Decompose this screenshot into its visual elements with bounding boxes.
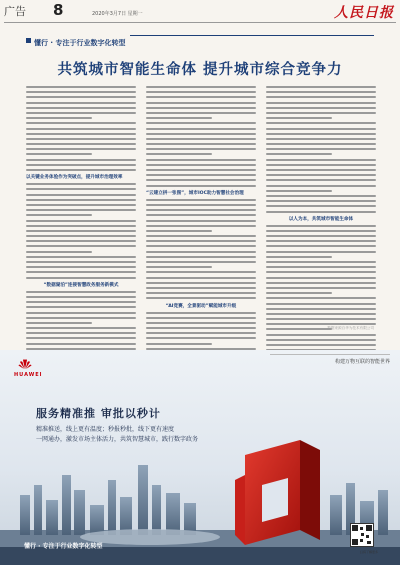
text-line [146, 133, 256, 135]
text-line [146, 240, 256, 242]
text-line [26, 138, 136, 140]
text-line [266, 292, 332, 294]
qr-code-icon [350, 523, 374, 547]
text-line [266, 107, 376, 109]
text-line [266, 96, 376, 98]
text-line [26, 230, 136, 232]
text-line [26, 251, 92, 253]
ad-copy-line-1: 精准推送，线上更有温度；秒报秒批，线下更有速度 [36, 426, 175, 433]
text-line [26, 128, 136, 130]
text-line [266, 102, 376, 104]
text-line [266, 297, 376, 299]
text-line [26, 209, 136, 211]
text-line [146, 107, 256, 109]
text-line [146, 122, 256, 124]
text-line [26, 332, 136, 334]
tag-marker-icon [26, 38, 31, 43]
article-body [26, 86, 376, 326]
subheading: 以人为本，共筑城市智能生命体 [288, 216, 354, 222]
ad-bottom-tagline: 懂行 · 专注于行业数字化转型 [24, 543, 103, 550]
text-line [146, 343, 212, 345]
text-line [266, 334, 376, 336]
text-line [266, 122, 376, 124]
text-line [26, 122, 136, 124]
huawei-logo-icon [18, 358, 32, 370]
text-line [146, 86, 256, 88]
text-line [146, 287, 256, 289]
text-line [26, 296, 136, 298]
text-line [146, 317, 256, 319]
text-line [26, 204, 136, 206]
page-header [0, 0, 400, 26]
text-line [266, 240, 376, 242]
text-line [266, 164, 376, 166]
text-line [26, 133, 136, 135]
text-line [26, 277, 136, 279]
text-line [266, 277, 376, 279]
text-line [146, 292, 256, 294]
section-label: 广告 [4, 5, 26, 18]
text-line [146, 282, 256, 284]
text-line [146, 214, 256, 216]
text-line [266, 256, 332, 258]
red-3d-logo-icon [235, 440, 320, 545]
text-line [266, 303, 376, 305]
text-line [26, 148, 136, 150]
text-line [26, 343, 136, 345]
text-line [146, 138, 256, 140]
subheading: “AI竞赛，全景驱动”赋能城市升级 [165, 303, 237, 309]
text-line [266, 328, 332, 330]
text-line [26, 188, 136, 190]
brand-name: HUAWEI [14, 372, 43, 378]
text-line [266, 185, 376, 187]
paragraph-lines [146, 199, 256, 300]
text-line [266, 308, 376, 310]
text-line [26, 256, 136, 258]
text-line [26, 317, 136, 319]
text-line [146, 179, 256, 181]
subheading: “云建立拼一张图”，城市IOC助力智慧社会治理 [146, 190, 244, 196]
text-line [266, 195, 376, 197]
text-line [266, 117, 332, 119]
text-line [266, 86, 376, 88]
text-line [266, 128, 376, 130]
text-line [146, 102, 256, 104]
paragraph-lines [146, 86, 256, 187]
paragraph-lines [26, 183, 136, 278]
text-line [26, 322, 92, 324]
text-line [266, 190, 332, 192]
text-line [146, 277, 256, 279]
paragraph-lines [266, 225, 376, 362]
text-line [146, 271, 256, 273]
text-line [146, 322, 256, 324]
text-line [266, 271, 376, 273]
huawei-advertisement [0, 350, 400, 565]
text-line [26, 153, 92, 155]
text-line [266, 266, 376, 268]
text-line [266, 133, 376, 135]
text-line [266, 245, 376, 247]
text-line [146, 235, 256, 237]
text-line [146, 204, 256, 206]
text-line [266, 200, 376, 202]
text-line [146, 128, 256, 130]
text-line [146, 159, 256, 161]
text-line [266, 344, 376, 346]
ad-copy-line-2: 一网通办，激发市场主体活力，共筑智慧城市，践行数字政务 [36, 436, 199, 443]
text-line [26, 301, 136, 303]
text-line [26, 245, 136, 247]
text-line [266, 261, 376, 263]
text-line [26, 266, 136, 268]
text-line [266, 225, 376, 227]
text-line [266, 230, 376, 232]
qr-caption: 扫码了解更多 [359, 550, 378, 554]
text-line [146, 112, 256, 114]
text-line [266, 143, 376, 145]
text-line [146, 91, 256, 93]
text-line [146, 174, 256, 176]
brand-slogan: 构建万物互联的智能世界 [334, 359, 390, 365]
column-3 [266, 86, 376, 326]
text-line [26, 183, 136, 185]
text-line [26, 235, 136, 237]
text-line [26, 91, 136, 93]
text-line [26, 271, 136, 273]
text-line [26, 291, 136, 293]
newspaper-logo: 人民日报 [334, 5, 394, 21]
header-rule [4, 22, 396, 23]
text-line [146, 143, 256, 145]
text-line [26, 220, 136, 222]
text-line [26, 164, 136, 166]
text-line [26, 306, 136, 308]
article-headline: 共筑城市智能生命体 提升城市综合竞争力 [57, 62, 343, 78]
text-line [266, 205, 376, 207]
page-number: 8 [53, 1, 64, 19]
text-line [146, 327, 256, 329]
text-line [146, 251, 256, 253]
text-line [146, 332, 256, 334]
text-line [266, 138, 376, 140]
text-line [266, 169, 376, 171]
text-line [146, 153, 212, 155]
text-line [146, 261, 256, 263]
text-line [26, 86, 136, 88]
text-line [146, 96, 256, 98]
text-line [26, 312, 136, 314]
text-line [146, 185, 256, 187]
text-line [146, 199, 256, 201]
text-line [266, 211, 376, 213]
text-line [26, 225, 136, 227]
article-tagline [26, 30, 374, 47]
ad-title: 服务精准推 审批以秒计 [36, 407, 161, 420]
text-line [266, 159, 376, 161]
text-line [26, 214, 92, 216]
text-line [146, 297, 256, 299]
text-line [266, 179, 376, 181]
text-line [26, 337, 136, 339]
text-line [146, 209, 256, 211]
text-line [26, 169, 136, 171]
text-line [146, 230, 212, 232]
text-line [266, 282, 376, 284]
article-footnote: 数据来源自华为技术有限公司 [327, 326, 374, 330]
text-line [146, 245, 256, 247]
text-line [26, 117, 92, 119]
text-line [26, 261, 136, 263]
text-line [26, 112, 136, 114]
text-line [266, 287, 376, 289]
text-line [266, 174, 376, 176]
text-line [26, 194, 136, 196]
text-line [146, 117, 212, 119]
text-line [266, 323, 376, 325]
text-line [266, 318, 376, 320]
text-line [266, 91, 376, 93]
text-line [146, 169, 256, 171]
subheading: “数据湖泊”连接智慧政务服务新模式 [43, 282, 119, 288]
subheading: 以关键业务体验作为突破点，提升城市治理效率 [26, 175, 123, 181]
text-line [146, 256, 256, 258]
tagline-text: 懂行 · 专注于行业数字化转型 [34, 39, 126, 47]
text-line [146, 337, 256, 339]
text-line [26, 102, 136, 104]
text-line [146, 220, 256, 222]
tagline-rule [130, 35, 374, 36]
text-line [26, 143, 136, 145]
text-line [26, 159, 136, 161]
text-line [266, 313, 376, 315]
text-line [146, 312, 256, 314]
text-line [146, 266, 212, 268]
text-line [266, 251, 376, 253]
paragraph-lines [266, 86, 376, 213]
slogan-rule [270, 354, 390, 355]
text-line [266, 148, 376, 150]
text-line [266, 112, 376, 114]
text-line [26, 96, 136, 98]
column-1 [26, 86, 136, 326]
text-line [146, 164, 256, 166]
text-line [26, 240, 136, 242]
text-line [266, 235, 376, 237]
text-line [266, 339, 376, 341]
text-line [146, 148, 256, 150]
text-line [266, 153, 332, 155]
issue-date: 2020年3月7日 星期一 [92, 11, 143, 17]
text-line [26, 327, 136, 329]
paragraph-lines [26, 86, 136, 171]
text-line [26, 107, 136, 109]
text-line [26, 199, 136, 201]
column-2 [146, 86, 256, 326]
text-line [146, 225, 256, 227]
